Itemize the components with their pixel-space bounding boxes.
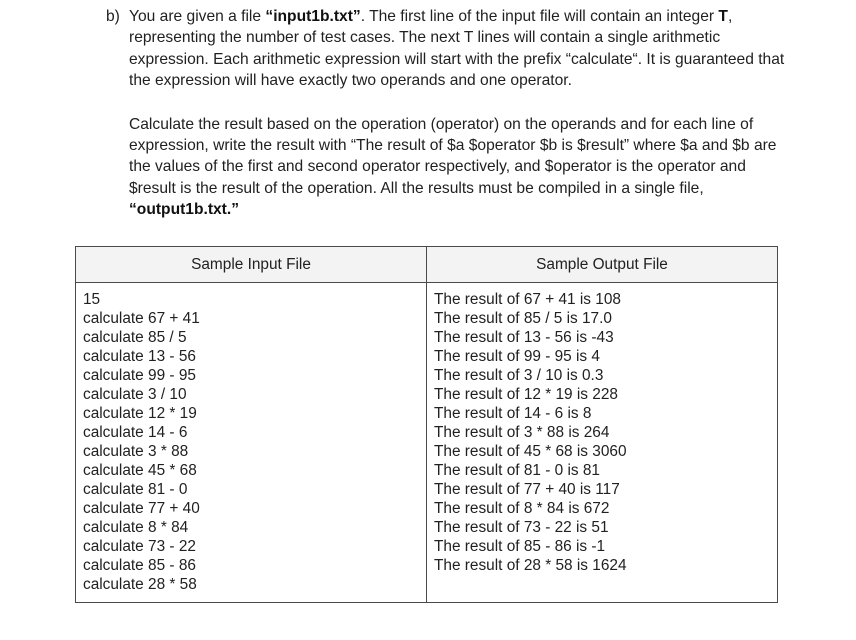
input-line: calculate 85 - 86 — [83, 557, 196, 574]
output-line: The result of 85 - 86 is -1 — [434, 538, 606, 555]
input-line: calculate 3 / 10 — [83, 386, 187, 403]
text-segment: Calculate the result based on the operation (operator) on the operands and for each line of expression, write the result with “The result of $a $operator $b is $result” where $a and $b are the values of the first and second operator respectively, and $operator is the operator and $result is the result of the operation. All the results must be compiled in a single file, — [129, 115, 777, 197]
header-sample-output: Sample Output File — [427, 247, 778, 283]
output-line: The result of 77 + 40 is 117 — [434, 481, 620, 498]
problem-content — [129, 6, 796, 221]
input-line: calculate 73 - 22 — [83, 538, 196, 555]
input-line: calculate 45 * 68 — [83, 462, 197, 479]
input-line: 15 — [83, 291, 101, 308]
sample-input-cell — [76, 283, 427, 603]
output-line: The result of 81 - 0 is 81 — [434, 462, 600, 479]
output-line: The result of 45 * 68 is 3060 — [434, 443, 627, 460]
output-line: The result of 85 / 5 is 17.0 — [434, 310, 612, 327]
sample-io-table — [75, 246, 778, 603]
input-line: calculate 13 - 56 — [83, 348, 196, 365]
input-line: calculate 8 * 84 — [83, 519, 189, 536]
input-line: calculate 81 - 0 — [83, 481, 188, 498]
table-row — [76, 283, 778, 603]
input-line: calculate 99 - 95 — [83, 367, 196, 384]
output-line: The result of 3 / 10 is 0.3 — [434, 367, 604, 384]
output-filename: “output1b.txt.” — [129, 201, 240, 219]
output-line: The result of 28 * 58 is 1624 — [434, 557, 627, 574]
list-marker: b) — [106, 8, 120, 25]
text-segment: . The first line of the input file will contain an integer — [360, 8, 719, 25]
output-line: The result of 99 - 95 is 4 — [434, 348, 600, 365]
sample-output-cell — [427, 283, 778, 603]
output-line: The result of 67 + 41 is 108 — [434, 291, 621, 308]
text-segment: You are given a file — [129, 8, 266, 25]
paragraph-input-description — [129, 6, 796, 92]
variable-t: T — [718, 8, 728, 25]
output-line: The result of 13 - 56 is -43 — [434, 329, 614, 346]
output-line: The result of 73 - 22 is 51 — [434, 519, 609, 536]
problem-statement — [106, 6, 796, 221]
input-line: calculate 28 * 58 — [83, 576, 197, 593]
table-header-row — [76, 247, 778, 283]
output-line: The result of 12 * 19 is 228 — [434, 386, 618, 403]
paragraph-output-description — [129, 114, 796, 221]
input-line: calculate 67 + 41 — [83, 310, 200, 327]
header-sample-input: Sample Input File — [76, 247, 427, 283]
input-line: calculate 85 / 5 — [83, 329, 187, 346]
input-line: calculate 77 + 40 — [83, 500, 200, 517]
text-segment: , representing the number of test cases. The next T lines will contain a single arithmetic expression. Each arithmetic expression will start with the prefix “calculate“. It is guaranteed that the expression will have exactly two operands and one operator. — [129, 8, 785, 90]
output-line: The result of 14 - 6 is 8 — [434, 405, 592, 422]
input-filename: “input1b.txt” — [265, 8, 361, 25]
input-line: calculate 3 * 88 — [83, 443, 189, 460]
output-line: The result of 3 * 88 is 264 — [434, 424, 610, 441]
input-line: calculate 14 - 6 — [83, 424, 188, 441]
input-line: calculate 12 * 19 — [83, 405, 197, 422]
output-line: The result of 8 * 84 is 672 — [434, 500, 610, 517]
